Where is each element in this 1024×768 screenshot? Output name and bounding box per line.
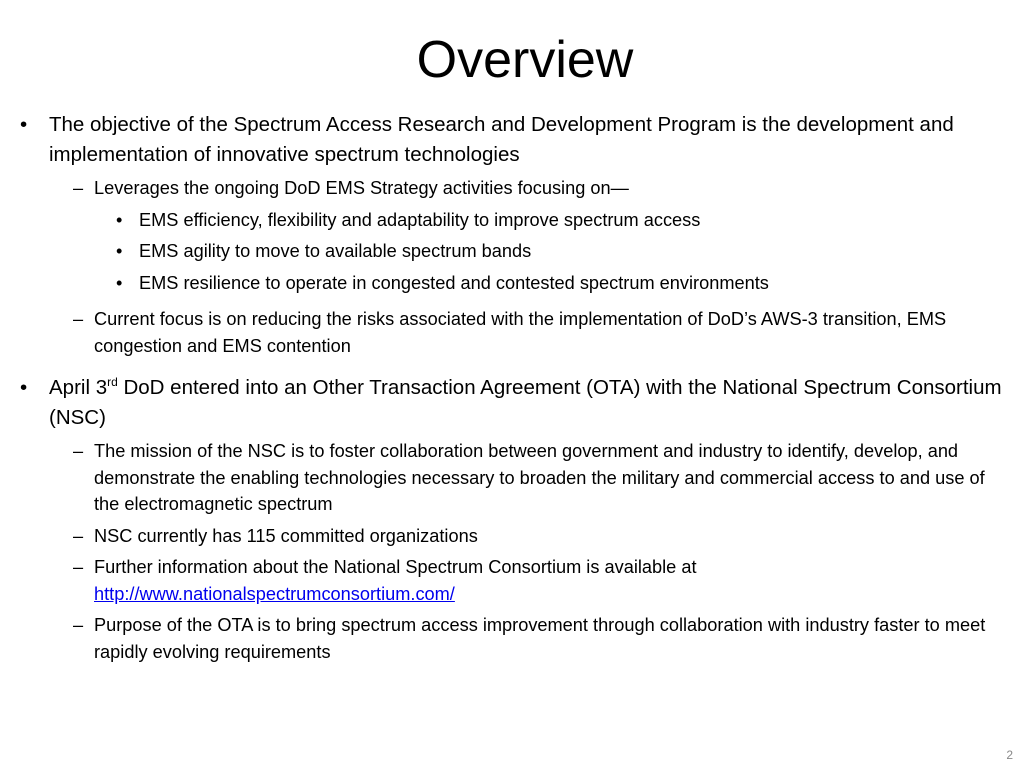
bullet-marker: • (20, 376, 28, 399)
sub-bullet-leverages (20, 175, 1005, 202)
dash-marker: – (73, 309, 84, 329)
bullet-marker: • (116, 209, 123, 230)
page-number: 2 (1006, 748, 1013, 762)
bullet-objective (20, 110, 1005, 170)
dash-marker: – (73, 615, 84, 635)
sub-bullet-further-info (20, 554, 1005, 607)
bullet-text: The objective of the Spectrum Access Research and Development Program is the development and implementation of innovative spectrum technologies (49, 113, 954, 166)
bullet-text: EMS agility to move to available spectrum bands (139, 241, 532, 261)
bullet-text: EMS efficiency, flexibility and adaptability to improve spectrum access (139, 209, 701, 230)
bullet-text: EMS resilience to operate in congested and contested spectrum environments (139, 272, 769, 293)
dash-marker: – (73, 441, 84, 461)
sub-sub-bullet-agility (20, 238, 1005, 265)
sub-bullet-organizations (20, 523, 1005, 550)
bullet-text-suffix: DoD entered into an Other Transaction Agreement (OTA) with the National Spectrum Consortium (NSC) (49, 376, 1002, 429)
ordinal-superscript: rd (107, 375, 118, 390)
dash-marker: – (73, 557, 84, 577)
consortium-website-link[interactable]: http://www.nationalspectrumconsortium.com/ (94, 583, 455, 604)
bullet-marker: • (116, 241, 123, 261)
bullet-marker: • (116, 272, 123, 293)
bullet-marker: • (20, 113, 28, 136)
dash-marker: – (73, 178, 84, 198)
bullet-list (20, 110, 1005, 665)
slide-title: Overview (416, 31, 634, 89)
sub-sub-bullet-resilience (20, 270, 1005, 297)
bullet-text: The mission of the NSC is to foster collaboration between government and industry to identify, develop, and demonstrate the enabling technologies necessary to broaden the military and commercial access to and use of the electromagnetic spectrum (94, 441, 985, 514)
sub-sub-bullet-efficiency (20, 207, 1005, 234)
bullet-text: Leverages the ongoing DoD EMS Strategy activities focusing on— (94, 178, 629, 198)
bullet-text: Current focus is on reducing the risks associated with the implementation of DoD’s AWS-3 transition, EMS congestion and EMS contention (94, 309, 947, 356)
bullet-text: NSC currently has 115 committed organizations (94, 525, 478, 546)
dash-marker: – (73, 525, 84, 546)
sub-bullet-current-focus (20, 306, 1005, 359)
sub-bullet-purpose (20, 612, 1005, 665)
bullet-text: Further information about the National Spectrum Consortium is available at (94, 557, 697, 577)
sub-bullet-mission (20, 438, 1005, 518)
bullet-text: Purpose of the OTA is to bring spectrum access improvement through collaboration with industry faster to meet rapidly evolving requirements (94, 615, 986, 662)
bullet-text-prefix: April 3 (49, 376, 108, 399)
bullet-april-ota (20, 373, 1005, 433)
